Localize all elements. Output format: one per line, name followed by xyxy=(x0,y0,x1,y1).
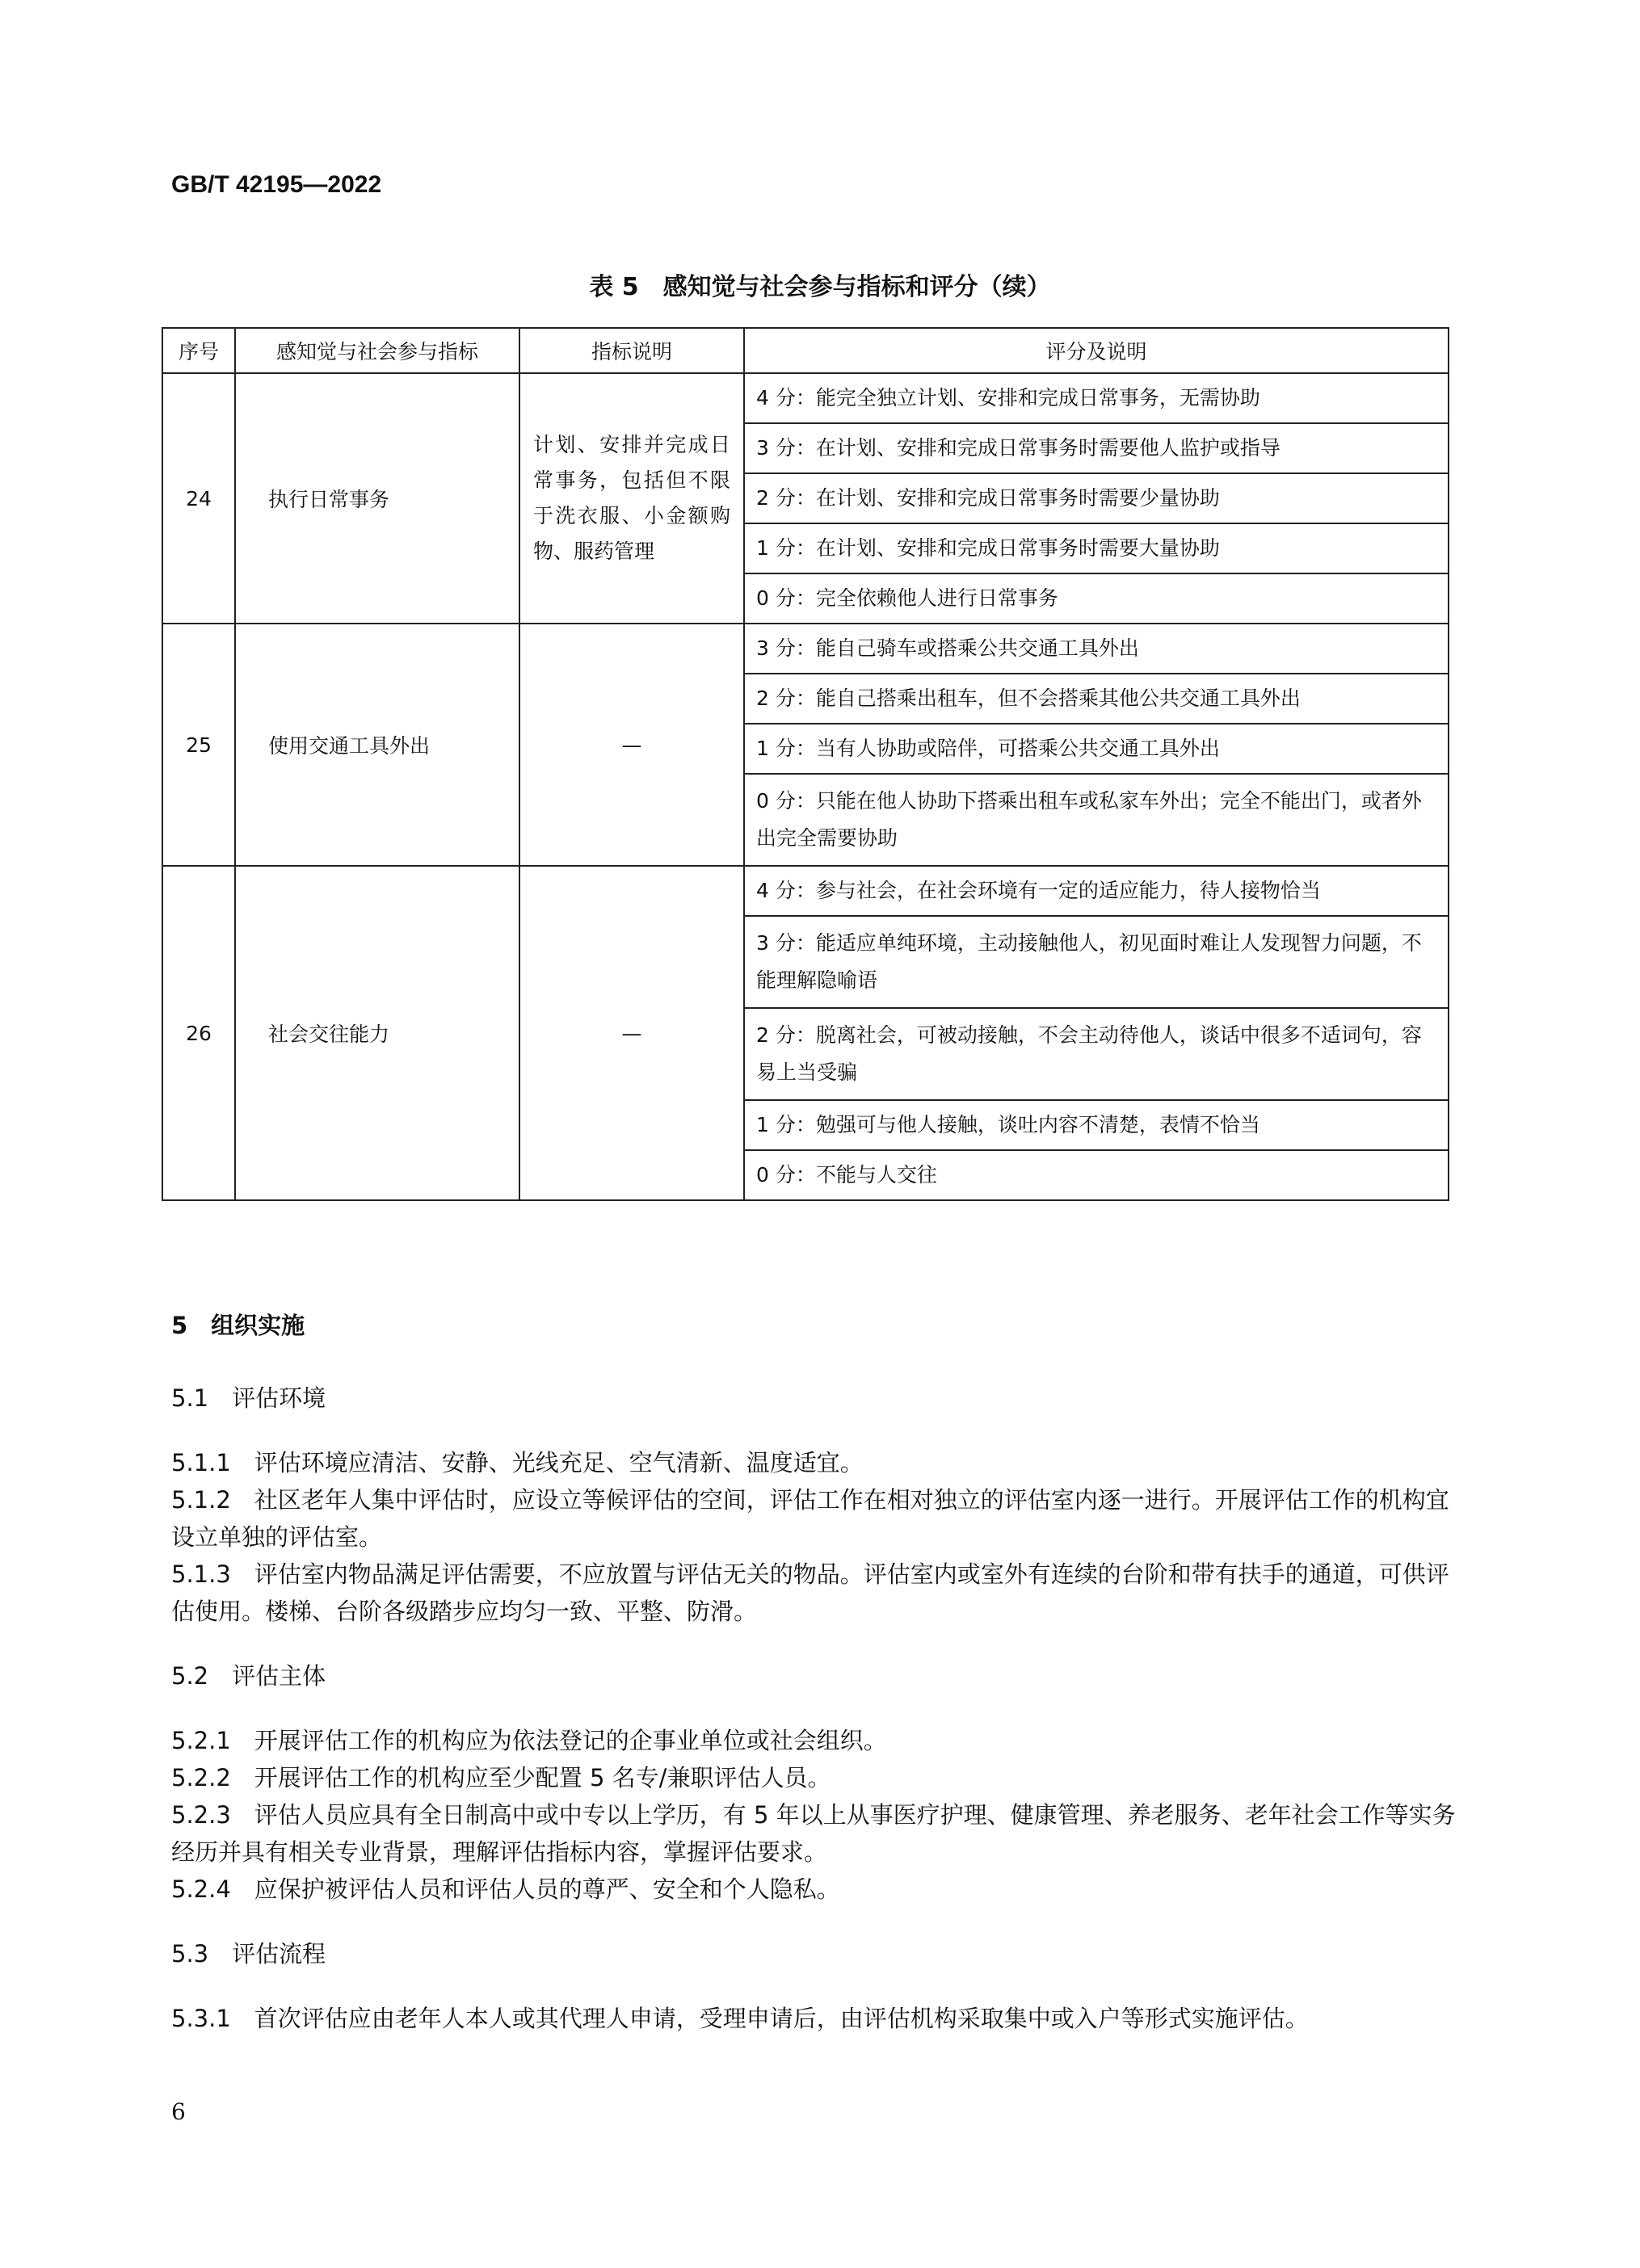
score-item: 1 分：勉强可与他人接触，谈吐内容不清楚，表情不恰当 xyxy=(744,1100,1449,1150)
column-header: 评分及说明 xyxy=(744,328,1449,373)
score-item: 2 分：能自己搭乘出租车，但不会搭乘其他公共交通工具外出 xyxy=(744,674,1449,724)
score-item: 2 分：在计划、安排和完成日常事务时需要少量协助 xyxy=(744,473,1449,523)
clause-text: 5.1.3 评估室内物品满足评估需要，不应放置与评估无关的物品。评估室内或室外有连续的台阶和带有扶手的通道，可供评估使用。楼梯、台阶各级踏步应均匀一致、平整、防滑。 xyxy=(171,1560,1449,1625)
indicator-name: 执行日常事务 xyxy=(235,373,519,624)
column-header: 感知觉与社会参与指标 xyxy=(235,328,519,373)
table-row xyxy=(162,373,1449,423)
subsection-heading: 5.1 评估环境 xyxy=(171,1384,326,1412)
clause-text: 5.2.3 评估人员应具有全日制高中或中专以上学历，有 5 年以上从事医疗护理、健康管理、养老服务、老年社会工作等实务经历并具有相关专业背景，理解评估指标内容，掌握评估要求。 xyxy=(171,1801,1456,1866)
clause-text: 5.2.4 应保护被评估人员和评估人员的尊严、安全和个人隐私。 xyxy=(171,1875,840,1903)
indicator-description: 计划、安排并完成日常事务，包括但不限于洗衣服、小金额购物、服药管理 xyxy=(519,373,744,624)
indicator-name: 使用交通工具外出 xyxy=(235,624,519,866)
column-header: 指标说明 xyxy=(519,328,744,373)
score-item: 3 分：在计划、安排和完成日常事务时需要他人监护或指导 xyxy=(744,423,1449,473)
indicator-description: — xyxy=(519,624,744,866)
table-row xyxy=(162,624,1449,674)
table-header-row xyxy=(162,328,1449,373)
score-item: 4 分：能完全独立计划、安排和完成日常事务，无需协助 xyxy=(744,373,1449,423)
score-item: 0 分：完全依赖他人进行日常事务 xyxy=(744,573,1449,624)
clause-text: 5.2.2 开展评估工作的机构应至少配置 5 名专/兼职评估人员。 xyxy=(171,1764,831,1791)
score-item: 0 分：只能在他人协助下搭乘出租车或私家车外出；完全不能出门，或者外出完全需要协助 xyxy=(744,774,1449,866)
page-number: 6 xyxy=(171,2098,186,2125)
clause-text: 5.1.2 社区老年人集中评估时，应设立等候评估的空间，评估工作在相对独立的评估室内逐一进行。开展评估工作的机构宜设立单独的评估室。 xyxy=(171,1486,1449,1551)
subsection-heading: 5.2 评估主体 xyxy=(171,1662,326,1690)
table-row xyxy=(162,866,1449,916)
score-item: 3 分：能自己骑车或搭乘公共交通工具外出 xyxy=(744,624,1449,674)
indicator-name: 社会交往能力 xyxy=(235,866,519,1200)
score-item: 1 分：当有人协助或陪伴，可搭乘公共交通工具外出 xyxy=(744,724,1449,774)
score-item: 4 分：参与社会，在社会环境有一定的适应能力，待人接物恰当 xyxy=(744,866,1449,916)
standard-code: GB/T 42195—2022 xyxy=(171,171,382,198)
section-5 xyxy=(171,1307,1456,2037)
clause-text: 5.3.1 首次评估应由老年人本人或其代理人申请，受理申请后，由评估机构采取集中或入户等形式实施评估。 xyxy=(171,2005,1309,2032)
clause-text: 5.1.1 评估环境应清洁、安静、光线充足、空气清新、温度适宜。 xyxy=(171,1449,864,1476)
score-item: 0 分：不能与人交往 xyxy=(744,1150,1449,1200)
score-item: 1 分：在计划、安排和完成日常事务时需要大量协助 xyxy=(744,523,1449,573)
row-number: 24 xyxy=(162,373,235,624)
subsection-heading: 5.3 评估流程 xyxy=(171,1940,326,1968)
score-item: 3 分：能适应单纯环境，主动接触他人，初见面时难让人发现智力问题，不能理解隐喻语 xyxy=(744,916,1449,1008)
row-number: 25 xyxy=(162,624,235,866)
indicator-description: — xyxy=(519,866,744,1200)
section-heading: 5 组织实施 xyxy=(171,1312,305,1339)
score-item: 2 分：脱离社会，可被动接触，不会主动待他人，谈话中很多不适词句，容易上当受骗 xyxy=(744,1008,1449,1100)
row-number: 26 xyxy=(162,866,235,1200)
scoring-table xyxy=(162,327,1449,1201)
column-header: 序号 xyxy=(162,328,235,373)
table-title: 表 5 感知觉与社会参与指标和评分（续） xyxy=(589,273,1051,301)
clause-text: 5.2.1 开展评估工作的机构应为依法登记的企事业单位或社会组织。 xyxy=(171,1727,887,1754)
